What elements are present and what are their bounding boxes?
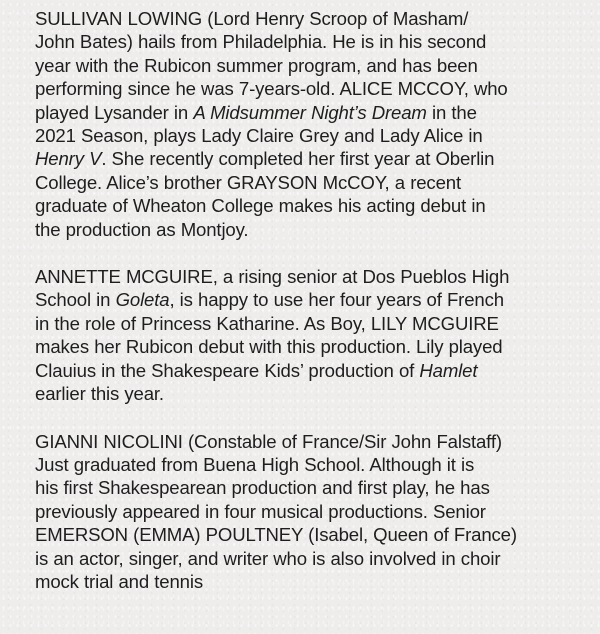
text-run: in the [426, 101, 477, 123]
text-run: mock trial and tennis [35, 570, 203, 592]
italic-title: Henry V [35, 148, 102, 170]
text-line [35, 218, 595, 241]
text-line [35, 265, 595, 288]
text-run: 2021 Season, plays Lady Claire Grey and Lady Alice in [35, 125, 483, 147]
text-line [35, 523, 595, 546]
text-run: School in [35, 289, 116, 311]
text-run: previously appeared in four musical productions. Senior [35, 500, 486, 522]
italic-title: Hamlet [419, 359, 478, 381]
text-line [35, 124, 595, 147]
text-run: makes her Rubicon debut with this production. Lily played [35, 336, 503, 358]
text-line [35, 382, 595, 405]
text-line [35, 547, 595, 570]
text-run: in the role of Princess Katharine. As Boy, LILY MCGUIRE [35, 312, 499, 334]
text-line [35, 453, 595, 476]
text-line [35, 7, 595, 30]
text-run: . She recently completed her first year at Oberlin [101, 148, 495, 170]
text-run: EMERSON (EMMA) POULTNEY (Isabel, Queen of France) [35, 524, 517, 546]
text-run: earlier this year. [35, 383, 164, 405]
text-line [35, 30, 595, 53]
bio-paragraph-lowing-mccoy [35, 7, 595, 241]
text-line [35, 288, 595, 311]
bio-paragraph-mcguire [35, 265, 595, 405]
text-run: played Lysander in [35, 101, 194, 123]
text-run: is an actor, singer, and writer who is also involved in choir [35, 547, 501, 569]
text-run: performing since he was 7-years-old. ALICE MCCOY, who [35, 78, 508, 100]
text-line [35, 171, 595, 194]
text-line [35, 570, 595, 593]
text-line [35, 54, 595, 77]
bio-document [35, 7, 595, 617]
text-line [35, 335, 595, 358]
text-run: GIANNI NICOLINI (Constable of France/Sir John Falstaff) [35, 430, 502, 452]
italic-title: A Midsummer Night’s Dream [193, 101, 427, 123]
text-line [35, 77, 595, 100]
text-line [35, 359, 595, 382]
text-line [35, 476, 595, 499]
text-run: ANNETTE MCGUIRE, a rising senior at Dos Pueblos High [35, 266, 510, 288]
text-line [35, 194, 595, 217]
text-line [35, 430, 595, 453]
text-run: SULLIVAN LOWING (Lord Henry Scroop of Masham/ [35, 8, 469, 29]
text-line [35, 312, 595, 335]
text-run: College. Alice’s brother GRAYSON McCOY, a recent [35, 171, 461, 193]
text-run: year with the Rubicon summer program, and has been [35, 54, 478, 76]
text-run: graduate of Wheaton College makes his acting debut in [35, 195, 486, 217]
text-run: his first Shakespearean production and first play, he has [35, 477, 490, 499]
text-run: , is happy to use her four years of French [169, 289, 504, 311]
italic-title: Goleta [115, 289, 170, 311]
text-run: the production as Montjoy. [35, 218, 249, 240]
text-run: Clauius in the Shakespeare Kids’ production of [35, 359, 420, 381]
text-line [35, 500, 595, 523]
text-line [35, 147, 595, 170]
text-run: Just graduated from Buena High School. Although it is [35, 453, 475, 475]
text-run: John Bates) hails from Philadelphia. He is in his second [35, 31, 487, 53]
text-line [35, 101, 595, 124]
bio-paragraph-nicolini-poultney [35, 430, 595, 594]
